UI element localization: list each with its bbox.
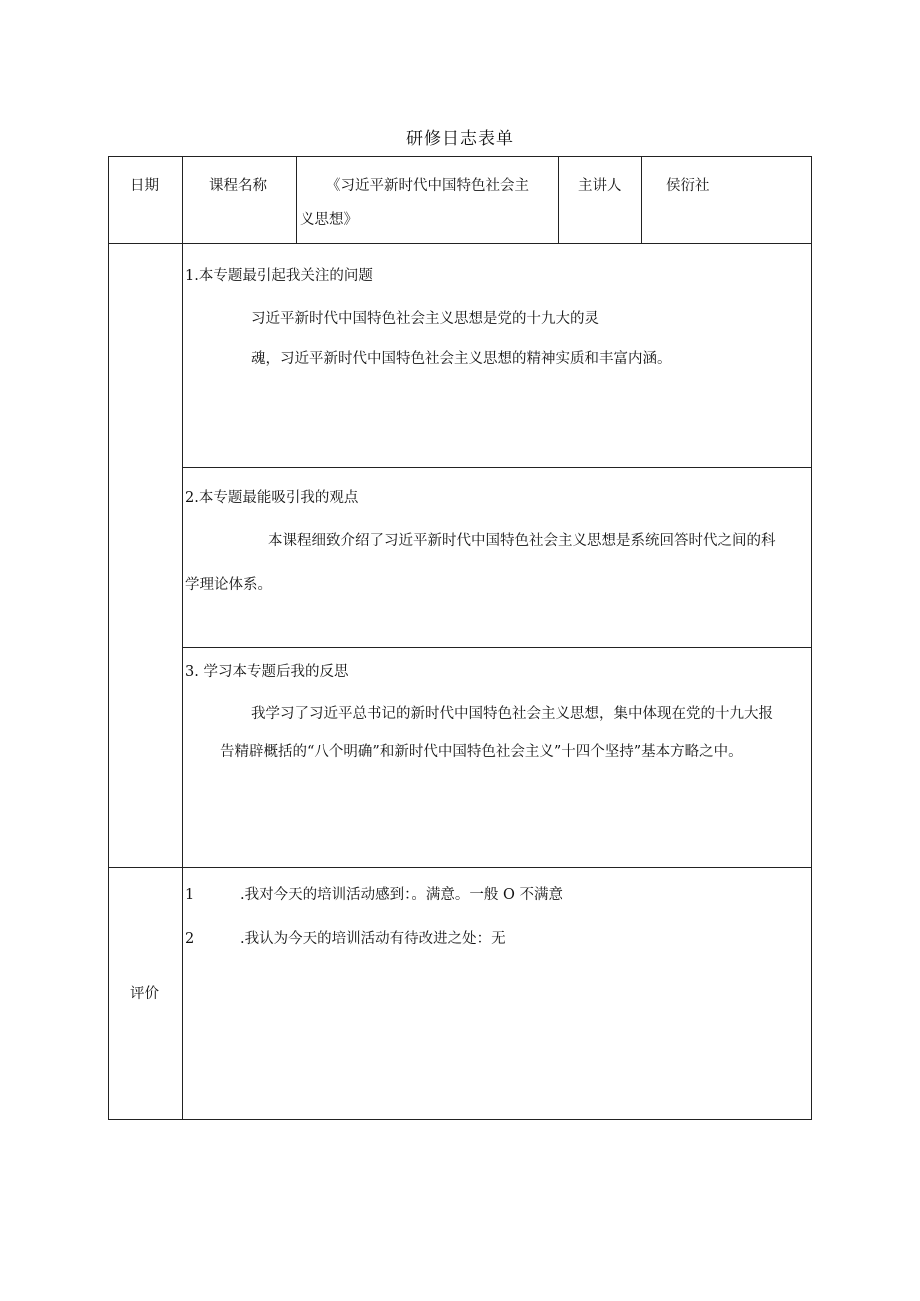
evaluation-row-divider [108, 867, 812, 868]
date-label: 日期 [130, 178, 159, 194]
section-3-heading: 3. 学习本专题后我的反思 [185, 664, 349, 680]
column-divider-speaker-label [558, 156, 559, 244]
section-divider-1 [182, 467, 812, 468]
table-border-top [108, 156, 812, 157]
section-3-line-2: 告精辟概括的“八个明确”和新时代中国特色社会主义”十四个坚持”基本方略之中。 [220, 744, 743, 760]
form-title: 研修日志表单 [406, 129, 514, 149]
table-border-right [811, 156, 812, 1120]
evaluation-item-2-text: .我认为今天的培训活动有待改进之处：无 [240, 931, 506, 947]
section-divider-2 [182, 647, 812, 648]
table-border-bottom [108, 1119, 812, 1120]
evaluation-item-1-text: .我对今天的培训活动感到：。满意。一般 O 不满意 [240, 887, 563, 903]
section-3-line-1: 我学习了习近平总书记的新时代中国特色社会主义思想，集中体现在党的十九大报 [251, 706, 773, 722]
header-row-divider [108, 243, 812, 244]
speaker-label: 主讲人 [578, 178, 622, 194]
section-2-line-2: 学理论体系。 [185, 577, 272, 593]
speaker-name: 侯衍社 [666, 178, 710, 194]
section-1-heading: 1.本专题最引起我关注的问题 [185, 268, 373, 284]
course-name-line1: 《习近平新时代中国特色社会主 [326, 178, 529, 194]
course-label: 课程名称 [209, 178, 267, 194]
column-divider-main [182, 156, 183, 1120]
evaluation-item-1-number: 1 [185, 887, 195, 903]
course-name-line2: 义思想》 [300, 212, 358, 228]
column-divider-speaker-name [641, 156, 642, 244]
table-border-left [108, 156, 109, 1120]
column-divider-course [296, 156, 297, 244]
section-1-line-2: 魂，习近平新时代中国特色社会主义思想的精神实质和丰富内涵。 [251, 351, 672, 367]
section-1-line-1: 习近平新时代中国特色社会主义思想是党的十九大的灵 [251, 311, 599, 327]
evaluation-label: 评价 [130, 986, 159, 1002]
evaluation-item-2-number: 2 [185, 931, 195, 947]
section-2-line-1: 本课程细致介绍了习近平新时代中国特色社会主义思想是系统回答时代之间的科 [268, 533, 776, 549]
section-2-heading: 2.本专题最能吸引我的观点 [185, 490, 359, 506]
